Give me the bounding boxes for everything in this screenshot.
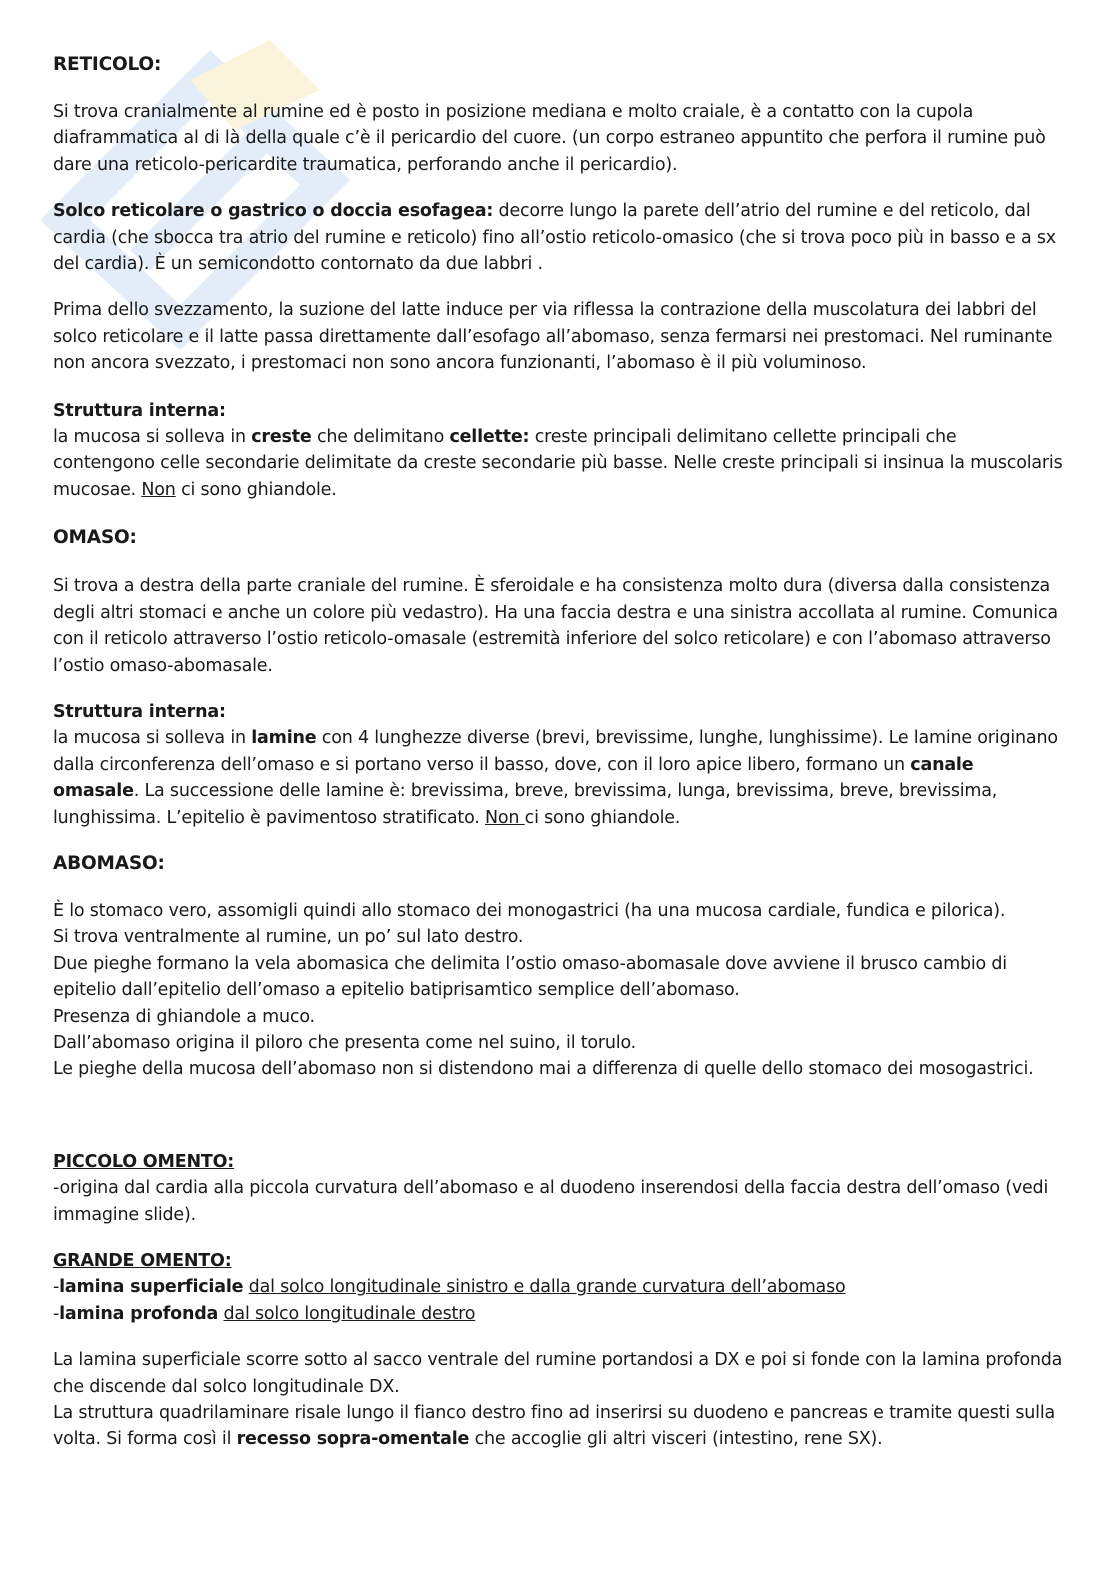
term-cellette: cellette: [449,427,530,448]
grande-omento-paragraph-2-text-b: che accoglie gli altri visceri (intestino, rene SX). [469,1429,883,1450]
grande-omento-section [53,1248,1063,1327]
dash-superficiale: - [53,1277,60,1298]
reticolo-paragraph-2 [53,198,1063,277]
abomaso-line-2: Si trova ventralmente al rumine, un po’ sul lato destro. [53,927,524,948]
heading-abomaso: ABOMASO: [53,852,165,874]
omaso-struttura-text-3: . La successione delle lamine è: brevissima, breve, brevissima, lunga, brevissima, breve, brevissima, lunghissima. L’epitelio è pavimentoso stratificato. [53,781,998,828]
term-recesso-sopra-omentale: recesso sopra-omentale [236,1429,470,1450]
grande-omento-paragraph-2 [53,1400,1063,1453]
lamina-superficiale-origin: dal solco longitudinale sinistro e dalla grande curvatura dell’abomaso [248,1277,846,1298]
piccolo-omento-text: -origina dal cardia alla piccola curvatura dell’abomaso e al duodeno inserendosi della faccia destra dell’omaso (vedi immagine slide). [53,1178,1049,1225]
reticolo-struttura-label: Struttura interna: [53,400,226,421]
grande-omento-paragraph-1: La lamina superficiale scorre sotto al sacco ventrale del rumine portandosi a DX e poi si fonde con la lamina profonda che discende dal solco longitudinale DX. [53,1350,1063,1397]
omaso-struttura-text-4: ci sono ghiandole. [524,807,681,828]
dash-profonda: - [53,1303,60,1324]
heading-piccolo-omento: PICCOLO OMENTO: [53,1151,235,1172]
term-lamine: lamine [251,728,317,749]
omaso-paragraph-1: Si trova a destra della parte craniale del rumine. È sferoidale e ha consistenza molto dura (diversa dalla consistenza degli altri stomaci e anche un colore più vedastro). Ha una faccia destra e una sinistra accollata al rumine. Comunica con il reticolo attraverso l’ostio reticolo-omasale (estremità inferiore del solco reticolare) e con l’abomaso attraverso l’ostio omaso-abomasale. [53,576,1058,676]
solco-reticolare-term: Solco reticolare o gastrico o doccia esofagea: [53,201,494,222]
abomaso-line-3: Due pieghe formano la vela abomasica che delimita l’ostio omaso-abomasale dove avviene il brusco cambio di epitelio dall’epitelio dell’omaso a epitelio batiprisamtico semplice dell’abomaso. [53,953,1007,1001]
grande-omento-paragraph-2-text-a: La struttura quadrilaminare risale lungo il fianco destro fino ad inserirsi su duodeno e pancreas e tramite questi sulla volta. Si forma così il [53,1403,1056,1450]
reticolo-struttura-text-1: la mucosa si solleva in [53,427,252,448]
reticolo-paragraph-1: Si trova cranialmente al rumine ed è posto in posizione mediana e molto craiale, è a contatto con la cupola diaframmatica al di là della quale c’è il pericardio del cuore. (un corpo estraneo appuntito che perfora il rumine può dare una reticolo-pericardite traumatica, perforando anche il pericardio). [53,102,1046,175]
heading-omaso: OMASO: [53,527,137,549]
piccolo-omento-section [53,1149,1063,1228]
abomaso-line-5: Dall’abomaso origina il piloro che presenta come nel suino, il torulo. [53,1032,636,1053]
omaso-struttura-text-1: la mucosa si solleva in [53,728,252,749]
reticolo-struttura-text-3: creste principali delimitano cellette principali che contengono celle secondarie delimitate da creste secondarie più basse. Nelle creste principali si insinua la muscolaris mucosae. [53,427,1063,500]
reticolo-non-underlined: Non [141,479,176,500]
heading-reticolo: RETICOLO: [53,54,162,75]
reticolo-paragraph-3: Prima dello svezzamento, la suzione del latte induce per via riflessa la contrazione della muscolatura dei labbri del solco reticolare e il latte passa direttamente dall’esofago all’abomaso, senza fermarsi nei prestomaci. Nel ruminante non ancora svezzato, i prestomaci non sono ancora funzionanti, l’abomaso è il più voluminoso. [53,300,1053,374]
omaso-non-underlined: Non [485,807,525,828]
abomaso-line-1: È lo stomaco vero, assomigli quindi allo stomaco dei monogastrici (ha una mucosa cardiale, fundica e pilorica). [53,900,1006,921]
omaso-struttura-label: Struttura interna: [53,701,226,722]
term-creste: creste [251,427,312,448]
solco-reticolare-text: decorre lungo la parete dell’atrio del rumine e del reticolo, dal cardia (che sbocca tra atrio del rumine e reticolo) fino all’ostio reticolo-omasico (che si trova poco più in basso e a sx del cardia). È un semicondotto contornato da due labbri . [53,201,1056,275]
reticolo-struttura [53,398,1063,504]
omaso-struttura-text-2: con 4 lunghezze diverse (brevi, brevissime, lunghe, lunghissime). Le lamine originano dalla circonferenza dell’omaso e si portano verso il basso, dove, con il loro apice libero, formano un [53,728,1058,775]
document-content [53,52,1063,1453]
reticolo-struttura-text-2: che delimitano [311,427,450,448]
abomaso-line-6: Le pieghe della mucosa dell’abomaso non si distendono mai a differenza di quelle dello stomaco dei mosogastrici. [53,1059,1034,1080]
heading-grande-omento: GRANDE OMENTO: [53,1251,232,1271]
term-canale-omasale: canale omasale [53,754,974,802]
lamina-profonda-origin: dal solco longitudinale destro [223,1303,476,1324]
term-lamina-superficiale: lamina superficiale [59,1277,244,1298]
omaso-struttura [53,699,1063,831]
reticolo-struttura-text-4: ci sono ghiandole. [175,479,337,500]
term-lamina-profonda: lamina profonda [59,1303,219,1324]
abomaso-line-4: Presenza di ghiandole a muco. [53,1006,315,1027]
